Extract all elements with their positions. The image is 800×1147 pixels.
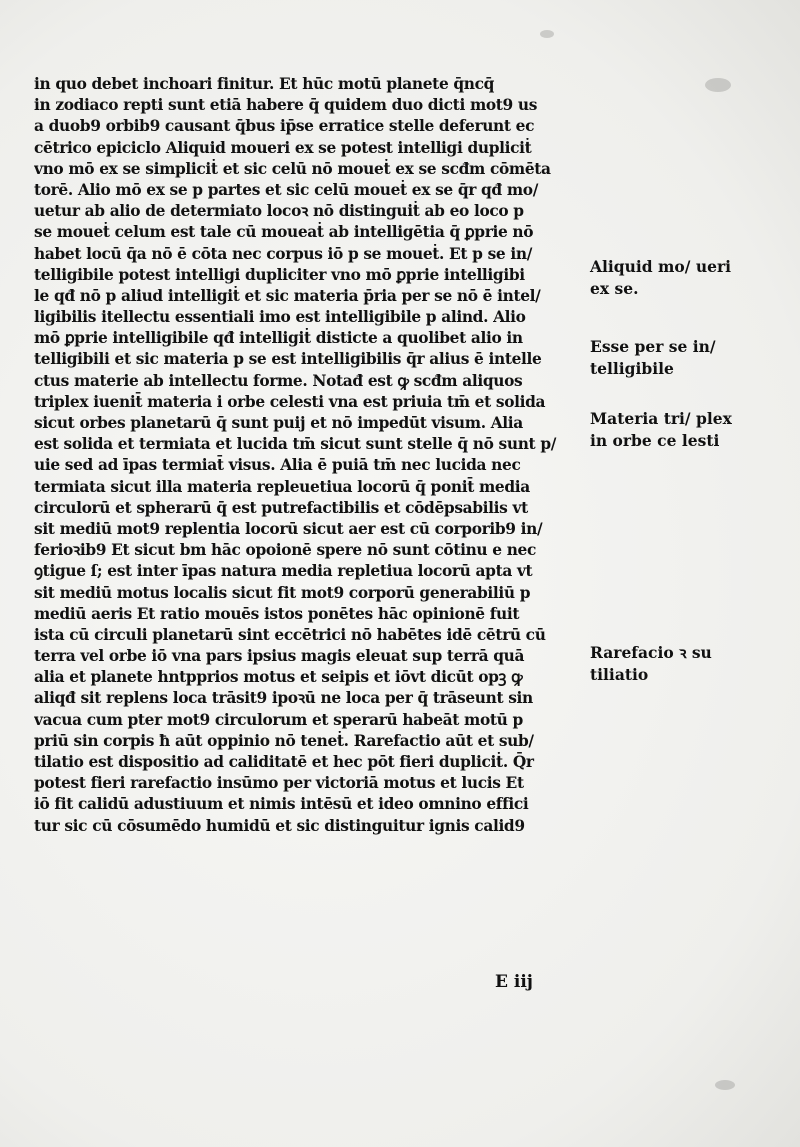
- text-line: est solida et termiata et lucida tm̄ sicut sunt stelle q̄ nō sunt p/: [34, 435, 556, 454]
- text-line: in quo debet inchoari finitur. Et hūc motū planete q̄ncq̄: [34, 75, 495, 93]
- paper-stain: [715, 1080, 735, 1090]
- text-line: ferioꝛib9 Et sicut bm hāc opoionē spere nō sunt cōtinu e nec: [34, 541, 537, 560]
- signature-mark: E iij: [495, 972, 533, 992]
- text-line: alia et planete hntpprios motus et seipis et iōvt dicūt opꝫ ꝙ: [34, 668, 523, 687]
- text-line: mediū aeris Et ratio mouēs istos ponētes hāc opinionē fuit: [34, 604, 520, 623]
- text-line: potest fieri rarefactio insūmo per victoriā motus et lucis Et: [34, 774, 524, 793]
- text-line: mō ꝑprie intelligibile qđ intelligiṫ disticte a quolibet alio in: [34, 329, 523, 348]
- text-line: se moueṫ celum est tale cū moueaṫ ab intelligētia q̄ ꝑprie nō: [34, 223, 534, 242]
- text-line: sit mediū mot9 replentia locorū sicut aer est cū corporib9 in/: [34, 519, 543, 538]
- text-line: torē. Alio mō ex se p partes et sic celū moueṫ ex se q̄r qđ mo/: [34, 180, 538, 199]
- text-line: ista cū circuli planetarū sint eccētrici nō habētes idē cētrū cū: [34, 625, 546, 644]
- text-line: a duob9 orbib9 causant q̄bus ip̄se erratice stelle deferunt ec: [34, 117, 535, 136]
- margin-note-aliquid-moueri: Aliquid mo/ ueri ex se.: [590, 257, 732, 298]
- text-line: telligibile potest intelligi dupliciter vno mō ꝑprie intelligibi: [34, 265, 525, 284]
- text-line: circulorū et spherarū q̄ est putrefactibilis et cōdēpsabilis vt: [34, 498, 528, 517]
- text-line: ctus materie ab intellectu forme. Notađ est ꝙ scđm aliquos: [34, 371, 523, 390]
- text-line: iō fit calidū adustiuum et nimis intēsū et ideo omnino effici: [34, 795, 529, 814]
- margin-note-rarefacio: Rarefacio ꝛ su tiliatio: [590, 643, 712, 684]
- text-line: habet locū q̄a nō ē cōta nec corpus iō p se moueṫ. Et p se in/: [34, 244, 532, 263]
- text-line: tilatio est dispositio ad caliditatē et hec pōt fieri dupliciṫ. Q̄r: [34, 753, 534, 771]
- text-line: tur sic cū cōsumēdo humidū et sic distinguitur ignis calid9: [34, 816, 525, 835]
- paper-stain: [540, 30, 554, 38]
- margin-note-esse-per-se: Esse per se in/ telligibile: [590, 337, 716, 378]
- text-line: sit mediū motus localis sicut fit mot9 corporū generabiliū p: [34, 583, 531, 602]
- text-line: priū sin corpis ħ aūt oppinio nō teneṫ. Rarefactio aūt et sub/: [34, 731, 534, 750]
- main-text-column: [34, 74, 582, 837]
- text-line: cētrico epiciclo Aliquid moueri ex se potest intelligi dupliciṫ: [34, 138, 532, 157]
- text-line: vno mō ex se simpliciṫ et sic celū nō moueṫ ex se scđm cōmēta: [34, 159, 551, 178]
- text-line: in zodiaco repti sunt etiā habere q̄ quidem duo dicti mot9 us: [34, 96, 538, 115]
- text-line: uetur ab alio de determiato locoꝛ nō distinguiṫ ab eo loco p: [34, 202, 524, 221]
- text-line: le qđ nō p aliud intelligiṫ et sic materia p̄ria per se nō ē intel/: [34, 286, 541, 305]
- text-line: uie sed ad īpas termiat̄ visus. Alia ē puiā tm̄ nec lucida nec: [34, 456, 521, 475]
- text-line: ꝯtigue ſ; est inter īpas natura media repletiua locorū apta vt: [34, 562, 533, 581]
- text-line: termiata sicut illa materia repleuetiua locorū q̄ ponit̄ media: [34, 477, 530, 496]
- text-line: vacua cum pter mot9 circulorum et sperarū habeāt motū p: [34, 710, 523, 729]
- text-line: terra vel orbe iō vna pars ipsius magis eleuat sup terrā quā: [34, 647, 525, 666]
- text-line: triplex iuenit̄ materia i orbe celesti vna est priuia tm̄ et solida: [34, 392, 546, 411]
- text-line: telligibili et sic materia p se est intelligibilis q̄r alius ē intelle: [34, 350, 542, 369]
- margin-note-materia-triplex: Materia tri/ plex in orbe ce lesti: [590, 409, 732, 450]
- text-line: sicut orbes planetarū q̄ sunt puij et nō impedūt visum. Alia: [34, 414, 523, 432]
- paper-stain: [705, 78, 731, 92]
- text-line: aliqđ sit replens loca trāsit9 ipoꝛū ne loca per q̄ trāseunt sin: [34, 689, 533, 708]
- text-line: ligibilis itellectu essentiali imo est intelligibile p alind. Alio: [34, 308, 526, 327]
